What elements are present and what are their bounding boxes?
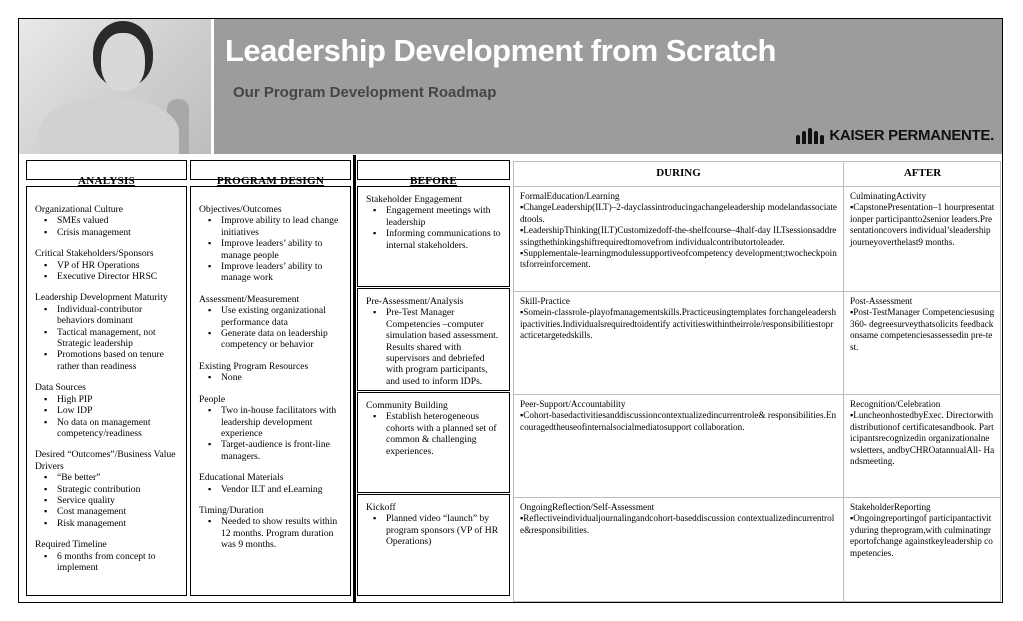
analysis-section-title: Required Timeline <box>35 539 107 551</box>
design-bullet-item: ▪ None <box>221 372 344 383</box>
design-section-title: Existing Program Resources <box>199 360 309 372</box>
analysis-bullet-item: ▪ “Be better” <box>57 472 180 483</box>
design-bullet-item: ▪ Vendor ILT and eLearning <box>221 484 344 495</box>
analysis-section <box>35 248 180 282</box>
page-title: Leadership Development from Scratch <box>225 33 776 68</box>
after-cell: CulminatingActivity ▪CapstonePresentation–1 hourpresentationper participantto2senior leaders.Presentationcovers individual’sleadership journeyoverthelast9 months. <box>850 191 995 247</box>
analysis-bullet-list <box>35 551 180 574</box>
slide <box>18 18 1003 603</box>
design-bullet-item: ▪ Improve leaders’ ability to manage people <box>221 238 344 261</box>
before-bullet-item: ▪ Planned video “launch” by program sponsors (VP of HR Operations) <box>386 513 503 547</box>
header-banner <box>19 19 1002 154</box>
banner-divider <box>211 19 214 154</box>
logo-text: KAISER PERMANENTE. <box>829 127 994 144</box>
design-bullet-item: ▪ Needed to show results within 12 months. Program duration was 9 months. <box>221 516 344 550</box>
during-heading: DURING <box>656 167 701 179</box>
analysis-bullet-item: ▪ Individual-contributor behaviors dominant <box>57 304 180 327</box>
design-section <box>199 361 344 384</box>
analysis-section-title: Data Sources <box>35 382 86 394</box>
during-after-table <box>513 161 1001 602</box>
design-section <box>199 505 344 551</box>
design-section-title: Objectives/Outcomes <box>199 204 282 215</box>
after-heading: AFTER <box>903 167 942 179</box>
design-section <box>199 472 344 495</box>
before-box <box>357 392 510 493</box>
before-box-title: Kickoff <box>366 502 396 513</box>
design-bullet-list <box>199 516 344 550</box>
before-box <box>357 186 510 287</box>
analysis-heading: ANALYSIS <box>77 175 136 187</box>
after-cell: StakeholderReporting ▪Ongoingreportingof participantactivityduring theprogram,with culminatingreportofchange againstkeyleadership competencies. <box>850 502 993 558</box>
during-cell: Peer-Support/Accountability ▪Cohort-basedactivitiesanddiscussioncontextualizedincurrentrole& responsibilities.Encouragedtheuseofinternalsocialmediatosupport collaboration. <box>520 399 837 432</box>
before-bullet-list <box>366 513 503 547</box>
analysis-bullet-list <box>35 394 180 440</box>
program-design-column <box>190 186 351 596</box>
analysis-bullet-item: ▪ No data on management competency/readiness <box>57 417 180 440</box>
analysis-section <box>35 204 180 238</box>
design-section <box>199 204 344 284</box>
analysis-bullet-item: ▪ Risk management <box>57 518 180 529</box>
analysis-bullet-item: ▪ SMEs valued <box>57 215 180 226</box>
analysis-section <box>35 382 180 439</box>
design-section-title: People <box>199 393 226 405</box>
analysis-bullet-list <box>35 304 180 372</box>
analysis-bullet-item: ▪ High PIP <box>57 394 180 405</box>
design-bullet-item: ▪ Improve ability to lead change initiatives <box>221 215 344 238</box>
analysis-section <box>35 292 180 372</box>
design-section-title: Assessment/Measurement <box>199 293 300 305</box>
during-cell: OngoingReflection/Self-Assessment ▪Reflectiveindividualjournalingandcohort-baseddiscussion contextualizedincurrentrole&responsibilities. <box>520 502 835 535</box>
before-box-title: Community Building <box>366 400 448 411</box>
analysis-bullet-item: ▪ Crisis management <box>57 227 180 238</box>
analysis-section-title: Critical Stakeholders/Sponsors <box>35 248 154 260</box>
before-bullet-list <box>366 205 503 251</box>
before-bullet-item: ▪ Informing communications to internal stakeholders. <box>386 228 503 251</box>
design-section <box>199 394 344 462</box>
program-design-heading: PROGRAM DESIGN <box>216 175 325 187</box>
woman-portrait-photo <box>19 19 211 154</box>
analysis-section-title: Desired “Outcomes”/Business Value Drivers <box>35 449 176 472</box>
before-bullet-list <box>366 411 503 457</box>
design-bullet-list <box>199 372 344 383</box>
during-cell: FormalEducation/Learning ▪ChangeLeadership(ILT)–2-dayclassintroducingachangeleadership modelandassociatedtools. ▪LeadershipThinking(ILT)Customizedoff-the-shelfcourse–4half-day ILTsessionsaddressingthethinkingshiftrequiredtomovefrom individualcontributortoleader. ▪Supplementale-learningmodulessupportiveofcompetency development;twocheckpointsforreinforcement. <box>520 191 837 270</box>
analysis-bullet-item: ▪ Promotions based on tenure rather than readiness <box>57 349 180 372</box>
analysis-bullet-item: ▪ Strategic contribution <box>57 484 180 495</box>
kaiser-permanente-logo <box>796 127 994 144</box>
before-box-title: Stakeholder Engagement <box>366 194 463 205</box>
design-bullet-item: ▪ Improve leaders’ ability to manage work <box>221 261 344 284</box>
design-bullet-item: ▪ Target-audience is front-line managers. <box>221 439 344 462</box>
program-design-header-box <box>190 160 351 187</box>
design-bullet-list <box>199 405 344 462</box>
before-box-title: Pre-Assessment/Analysis <box>366 296 464 307</box>
analysis-bullet-list <box>35 472 180 529</box>
before-box <box>357 288 510 391</box>
phase-divider <box>353 155 356 603</box>
analysis-bullet-item: ▪ 6 months from concept to implement <box>57 551 180 574</box>
before-bullet-item: ▪ Establish heterogeneous cohorts with a planned set of common & challenging experiences. <box>386 411 503 457</box>
before-bullet-item: ▪ Engagement meetings with leadership <box>386 205 503 228</box>
design-section <box>199 294 344 351</box>
after-cell: Recognition/Celebration ▪LuncheonhostedbyExec. Directorwithdistributionof certificatesandbook. Participantsrecognizedin organizationalnewsletters, andbyCHROatannualAll- Handsmeeting. <box>850 399 995 467</box>
before-bullet-item: ▪ Pre-Test Manager Competencies –computer simulation based assessment. Results shared with supervisors and debriefed with program participants, and used to inform IDPs. <box>386 307 503 387</box>
analysis-bullet-item: ▪ Executive Director HRSC <box>57 271 180 282</box>
analysis-bullet-item: ▪ VP of HR Operations <box>57 260 180 271</box>
analysis-section-title: Organizational Culture <box>35 204 124 215</box>
before-box <box>357 494 510 596</box>
design-bullet-list <box>199 484 344 495</box>
design-bullet-item: ▪ Use existing organizational performance data <box>221 305 344 328</box>
design-bullet-list <box>199 305 344 351</box>
kaiser-logo-icon <box>796 128 824 144</box>
during-cell: Skill-Practice ▪Somein-classrole-playofmanagementskills.Practiceusingtemplates forchangeleadershipactivities.Individualsrequiredtoidentify activitieswithintheirrole/responsibilitiestopracticetargetedskills. <box>520 296 837 341</box>
before-heading: BEFORE <box>409 175 458 187</box>
analysis-section <box>35 449 180 529</box>
before-bullet-list <box>366 307 503 387</box>
analysis-bullet-item: ▪ Service quality <box>57 495 180 506</box>
design-bullet-list <box>199 215 344 283</box>
before-header-box <box>357 160 510 187</box>
analysis-bullet-item: ▪ Cost management <box>57 506 180 517</box>
analysis-bullet-list <box>35 260 180 283</box>
analysis-bullet-item: ▪ Low IDP <box>57 405 180 416</box>
analysis-section <box>35 539 180 573</box>
analysis-column <box>26 186 187 596</box>
design-bullet-item: ▪ Generate data on leadership competency or behavior <box>221 328 344 351</box>
design-section-title: Educational Materials <box>199 472 284 484</box>
design-section-title: Timing/Duration <box>199 504 264 516</box>
analysis-bullet-list <box>35 215 180 238</box>
after-cell: Post-Assessment ▪Post-TestManager Competenciesusing360- degreesurveythatsolicits feedbackonsame competenciesassessedin pre-test. <box>850 296 995 352</box>
analysis-header-box <box>26 160 187 187</box>
analysis-bullet-item: ▪ Tactical management, not Strategic leadership <box>57 327 180 350</box>
page-subtitle: Our Program Development Roadmap <box>233 84 497 101</box>
design-bullet-item: ▪ Two in-house facilitators with leadership development experience <box>221 405 344 439</box>
analysis-section-title: Leadership Development Maturity <box>35 292 168 304</box>
